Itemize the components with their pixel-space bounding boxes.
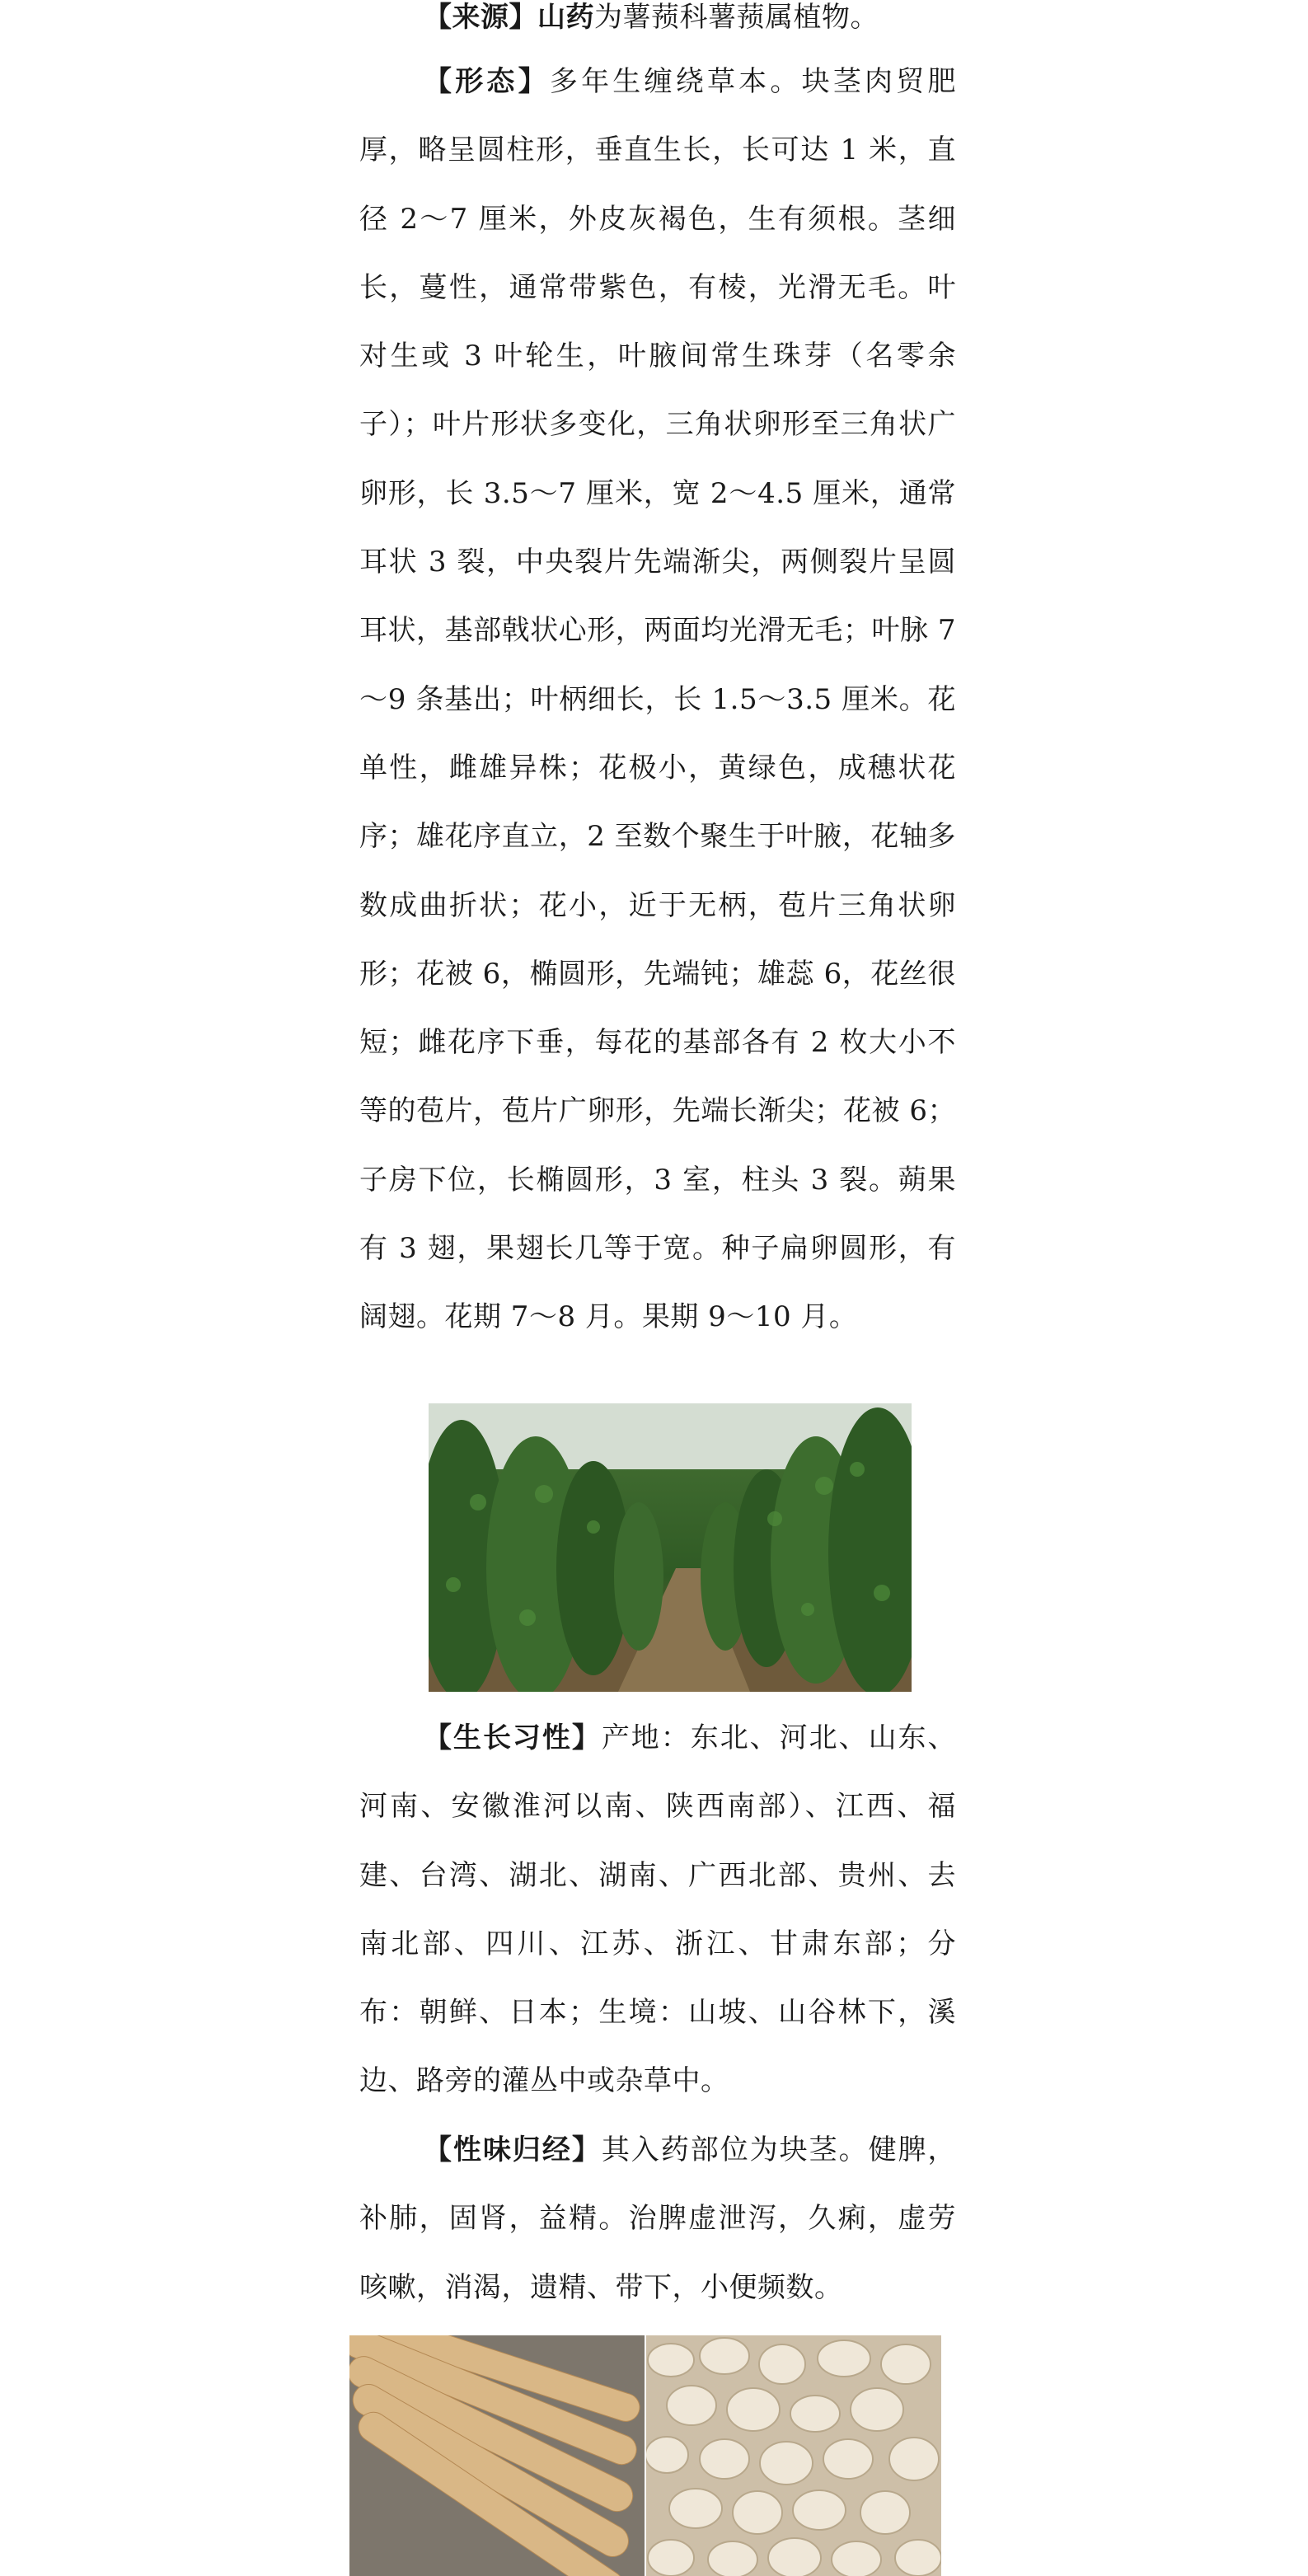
- morphology-label: 【形态】: [424, 65, 550, 98]
- yam-field-illustration: [429, 1403, 912, 1692]
- morphology-paragraph: [359, 48, 956, 1352]
- yam-slices-illustration: [646, 2335, 941, 2576]
- growth-habit-paragraph: [359, 1704, 956, 2116]
- source-paragraph: [359, 0, 956, 52]
- properties-text: 其入药部位为块茎。健脾，补肺，固肾，益精。治脾虚泄泻，久痢，虚劳咳嗽，消渴，遗精、带下，小便频数。: [359, 2133, 957, 2304]
- plant-name: 山药: [537, 1, 594, 34]
- properties-label: 【性味归经】: [424, 2133, 602, 2166]
- yam-slices-photo: [646, 2335, 941, 2576]
- growth-habit-text: 产地：东北、河北、山东、河南、安徽淮河以南、陕西南部）、江西、福建、台湾、湖北、湖南、广西北部、贵州、去南北部、四川、江苏、浙江、甘肃东部；分布：朝鲜、日本；生境：山坡、山谷林下，溪边、路旁的灌丛中或杂草中。: [359, 1721, 957, 2098]
- properties-paragraph: [359, 2116, 956, 2322]
- source-text: 为薯蓣科薯蓣属植物。: [594, 1, 879, 34]
- source-label: 【来源】: [424, 1, 537, 34]
- morphology-text: 多年生缠绕草本。块茎肉贸肥厚，略呈圆柱形，垂直生长，长可达 1 米，直径 2～7 厘米，外皮灰褐色，生有须根。茎细长，蔓性，通常带紫色，有棱，光滑无毛。叶对生或 3 叶轮生，叶腋间常生珠芽（名零余子）；叶片形状多变化，三角状卵形至三角状广卵形，长 3.5～7 厘米，宽 2～4.5 厘米，通常耳状 3 裂，中央裂片先端渐尖，两侧裂片呈圆耳状，基部戟状心形，两面均光滑无毛；叶脉 7～9 条基出；叶柄细长，长 1.5～3.5 厘米。花单性，雌雄异株；花极小，黄绿色，成穗状花序；雄花序直立，2 至数个聚生于叶腋，花轴多数成曲折状；花小，近于无柄，苞片三角状卵形；花被 6，椭圆形，先端钝；雄蕊 6，花丝很短；雌花序下垂，每花的基部各有 2 枚大小不等的苞片，苞片广卵形，先端长渐尖；花被 6；子房下位，长椭圆形，3 室，柱头 3 裂。蒴果有 3 翅，果翅长几等于宽。种子扁卵圆形，有阔翅。花期 7～8 月。果期 9～10 月。: [359, 65, 956, 1334]
- yam-root-illustration: [349, 2335, 645, 2576]
- yam-field-photo: [429, 1403, 912, 1692]
- growth-habit-label: 【生长习性】: [424, 1721, 602, 1754]
- yam-root-photo: [349, 2335, 645, 2576]
